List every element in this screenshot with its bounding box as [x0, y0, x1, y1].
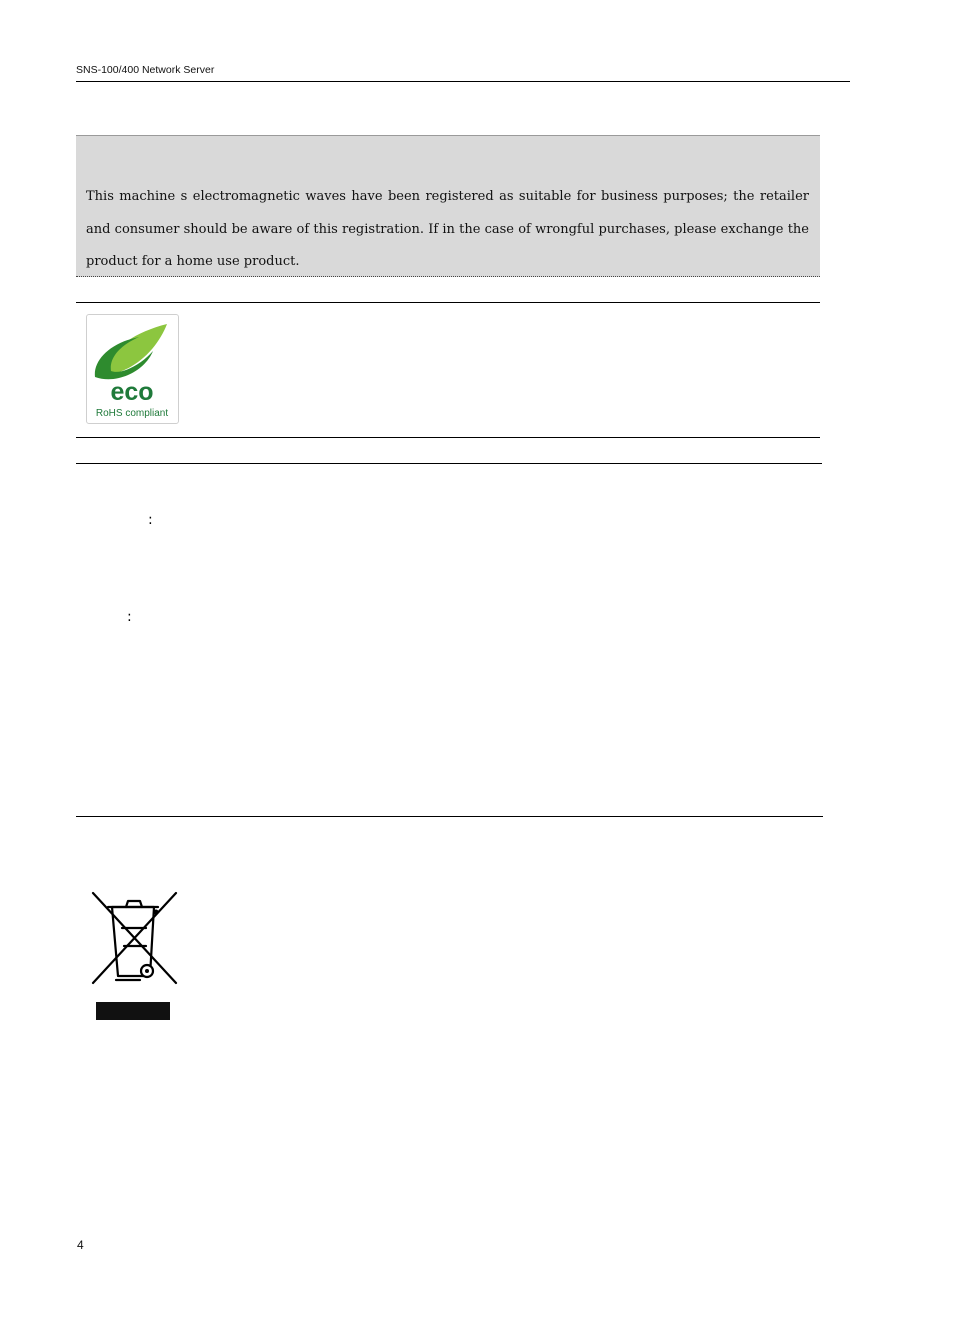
- running-header: SNS-100/400 Network Server: [76, 64, 215, 76]
- emc-notice-box: [76, 135, 820, 277]
- weee-symbol: [90, 890, 180, 1025]
- section-rule: [76, 463, 822, 464]
- eco-rohs-logo: [86, 314, 179, 424]
- header-rule: [76, 81, 850, 82]
- field-colon-2: :: [127, 609, 132, 625]
- field-colon-1: :: [148, 512, 153, 528]
- weee-section-top-rule: [76, 816, 823, 817]
- emc-notice-text: This machine s electromagnetic waves have been registered as suitable for business purposes; the retailer and consumer should be aware of this registration. If in the case of wrongful purchases, please exchange the product for a home use product.: [86, 189, 809, 269]
- eco-word: eco: [110, 378, 154, 406]
- eco-section-top-rule: [76, 302, 820, 303]
- rohs-caption: RoHS compliant: [95, 408, 169, 419]
- eco-section-bottom-rule: [76, 437, 820, 438]
- crossed-out-wheelie-bin-icon: [90, 890, 180, 1025]
- page-number: 4: [77, 1238, 84, 1252]
- eco-rohs-leaf-icon: [87, 315, 178, 423]
